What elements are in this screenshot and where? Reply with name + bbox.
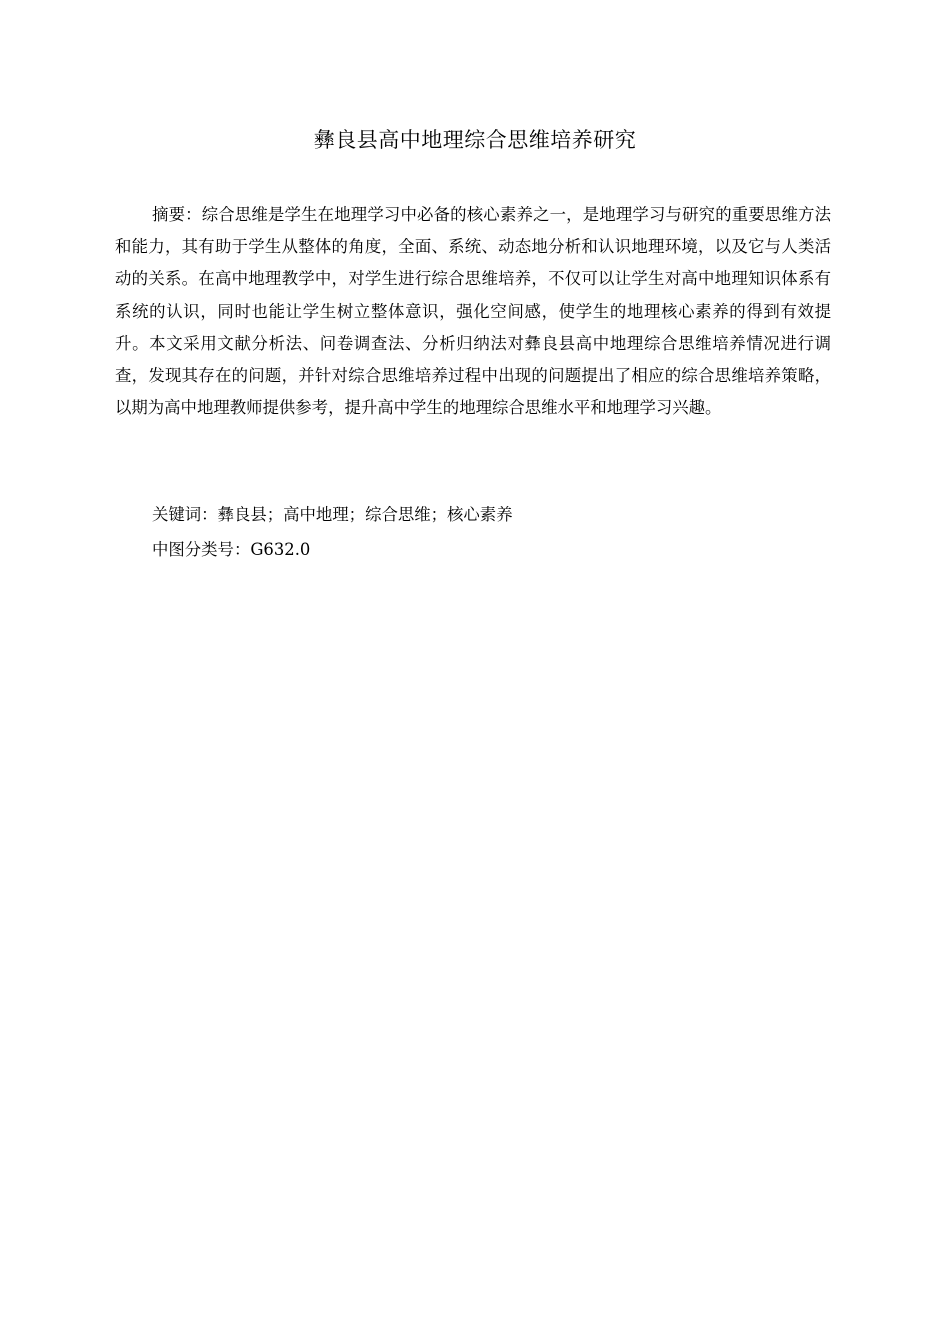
abstract-paragraph [115,199,831,424]
classification-label: 中图分类号： [152,540,251,559]
page-title: 彝良县高中地理综合思维培养研究 [313,128,637,152]
classification-line [152,534,310,566]
keywords-label: 关键词： [152,505,218,524]
abstract-label: 摘要： [152,205,202,224]
classification-number: G632.0 [250,540,311,559]
keywords-text: 彝良县；高中地理；综合思维；核心素养 [217,505,513,524]
abstract-text: 综合思维是学生在地理学习中必备的核心素养之一，是地理学习与研究的重要思维方法和能力，其有助于学生从整体的角度，全面、系统、动态地分析和认识地理环境，以及它与人类活动的关系。在高中地理教学中，对学生进行综合思维培养，不仅可以让学生对高中地理知识体系有系统的认识，同时也能让学生树立整体意识，强化空间感，使学生的地理核心素养的得到有效提升。本文采用文献分析法、问卷调查法、分析归纳法对彝良县高中地理综合思维培养情况进行调查，发现其存在的问题，并针对综合思维培养过程中出现的问题提出了相应的综合思维培养策略，以期为高中地理教师提供参考，提升高中学生的地理综合思维水平和地理学习兴趣。 [115,205,832,418]
keywords-line [152,499,513,531]
